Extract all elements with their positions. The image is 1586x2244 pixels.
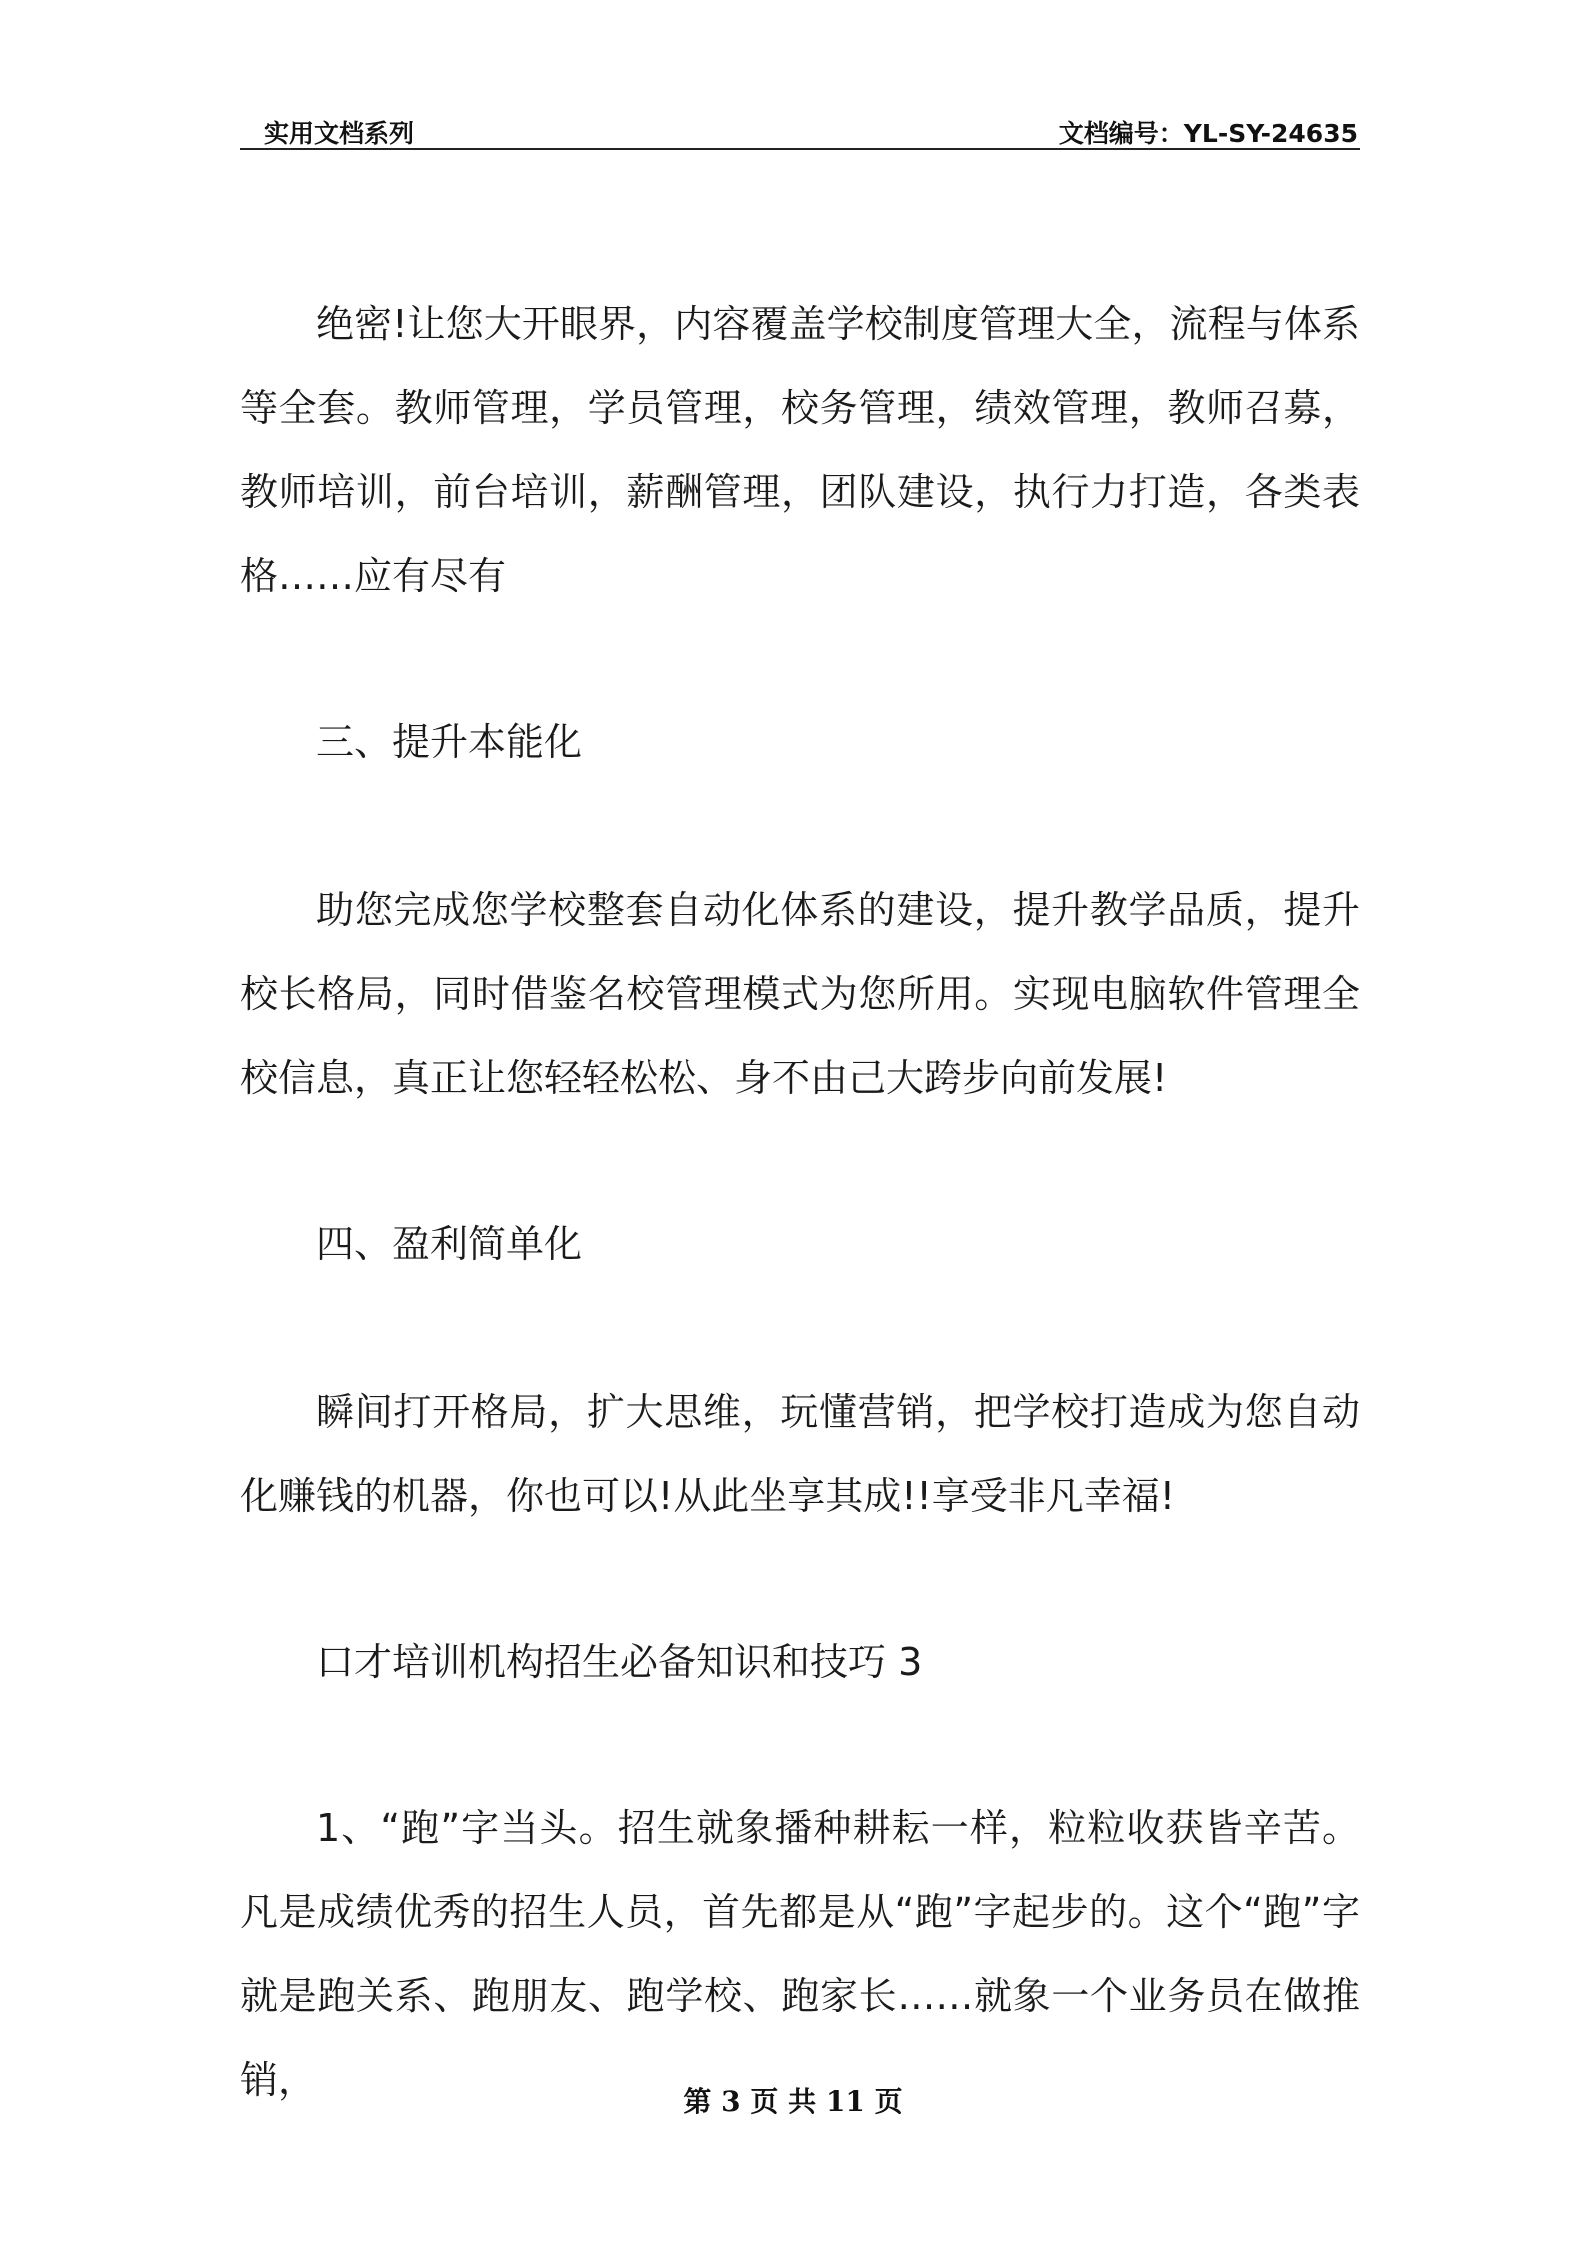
paragraph-text: 助您完成您学校整套自动化体系的建设，提升教学品质，提升校长格局，同时借鉴名校管理模式为您所用。实现电脑软件管理全校信息，真正让您轻轻松松、身不由己大跨步向前发展! [240,888,1360,1100]
section-heading-text: 三、提升本能化 [316,720,583,764]
section-heading-3 [240,700,1360,784]
paragraph-text: 瞬间打开格局，扩大思维，玩懂营销，把学校打造成为您自动化赚钱的机器，你也可以!从此坐享其成!!享受非凡幸福! [240,1390,1360,1518]
article-title-3 [240,1620,1360,1704]
page-footer: 第 3 页 共 11 页 [683,2085,903,2118]
paragraph-text: 1、“跑”字当头。招生就象播种耕耘一样，粒粒收获皆辛苦。凡是成绩优秀的招生人员，首先都是从“跑”字起步的。这个“跑”字就是跑关系、跑朋友、跑学校、跑家长……就象一个业务员在做推销， [240,1806,1360,2102]
header-document-number: 文档编号：YL-SY-24635 [1058,119,1358,148]
paragraph-automation [240,868,1360,1120]
paragraph-management-suite [240,282,1360,618]
page-header [240,108,1360,150]
paragraph-run-first [240,1786,1360,2122]
section-heading-4 [240,1202,1360,1286]
section-heading-text: 四、盈利简单化 [316,1222,583,1266]
header-series-label: 实用文档系列 [264,119,415,148]
paragraph-text: 绝密!让您大开眼界，内容覆盖学校制度管理大全，流程与体系等全套。教师管理，学员管理，校务管理，绩效管理，教师召募，教师培训，前台培训，薪酬管理，团队建设，执行力打造，各类表格……应有尽有 [240,302,1360,598]
paragraph-profit [240,1370,1360,1538]
article-title-text: 口才培训机构招生必备知识和技巧 3 [316,1640,923,1684]
